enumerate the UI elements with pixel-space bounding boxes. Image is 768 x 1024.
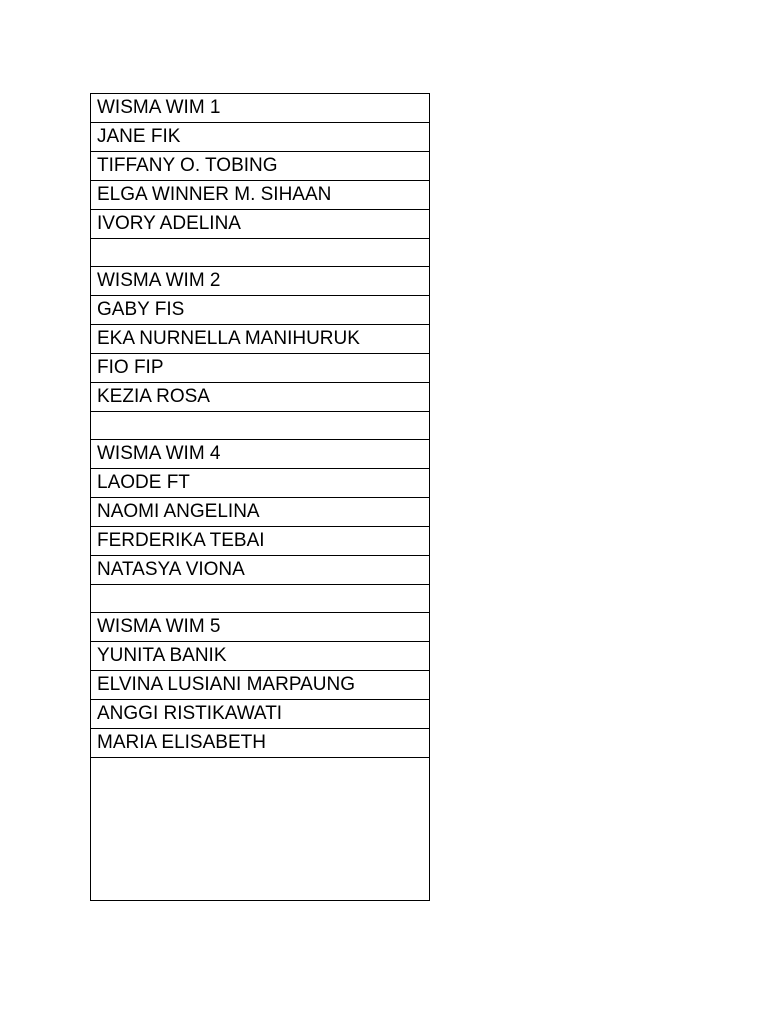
name-row: [91, 700, 430, 729]
room-assignment-table: [90, 93, 430, 901]
name-cell: JANE FIK: [91, 123, 430, 152]
name-cell: LAODE FT: [91, 469, 430, 498]
name-cell: YUNITA BANIK: [91, 642, 430, 671]
empty-row: [91, 239, 430, 267]
table-body: [91, 94, 430, 901]
name-cell: EKA NURNELLA MANIHURUK: [91, 325, 430, 354]
name-cell: FERDERIKA TEBAI: [91, 527, 430, 556]
name-cell: NATASYA VIONA: [91, 556, 430, 585]
name-row: [91, 123, 430, 152]
name-cell: ELVINA LUSIANI MARPAUNG: [91, 671, 430, 700]
group-header-row: [91, 440, 430, 469]
name-cell: FIO FIP: [91, 354, 430, 383]
empty-row: [91, 412, 430, 440]
name-row: [91, 469, 430, 498]
name-row: [91, 354, 430, 383]
name-cell: NAOMI ANGELINA: [91, 498, 430, 527]
name-row: [91, 729, 430, 758]
group-header-cell: WISMA WIM 4: [91, 440, 430, 469]
name-cell: KEZIA ROSA: [91, 383, 430, 412]
group-header-cell: WISMA WIM 1: [91, 94, 430, 123]
group-header-row: [91, 94, 430, 123]
name-row: [91, 296, 430, 325]
empty-cell: [91, 239, 430, 267]
name-cell: TIFFANY O. TOBING: [91, 152, 430, 181]
empty-cell: [91, 412, 430, 440]
name-row: [91, 671, 430, 700]
name-row: [91, 642, 430, 671]
group-header-cell: WISMA WIM 5: [91, 613, 430, 642]
name-cell: GABY FIS: [91, 296, 430, 325]
group-header-row: [91, 613, 430, 642]
empty-cell: [91, 585, 430, 613]
name-cell: ELGA WINNER M. SIHAAN: [91, 181, 430, 210]
group-header-cell: WISMA WIM 2: [91, 267, 430, 296]
name-cell: ANGGI RISTIKAWATI: [91, 700, 430, 729]
name-row: [91, 556, 430, 585]
empty-row: [91, 585, 430, 613]
name-cell: MARIA ELISABETH: [91, 729, 430, 758]
name-row: [91, 181, 430, 210]
name-row: [91, 210, 430, 239]
name-row: [91, 152, 430, 181]
group-header-row: [91, 267, 430, 296]
empty-row: [91, 758, 430, 901]
empty-cell: [91, 758, 430, 901]
name-row: [91, 527, 430, 556]
name-row: [91, 383, 430, 412]
name-cell: IVORY ADELINA: [91, 210, 430, 239]
name-row: [91, 325, 430, 354]
name-row: [91, 498, 430, 527]
